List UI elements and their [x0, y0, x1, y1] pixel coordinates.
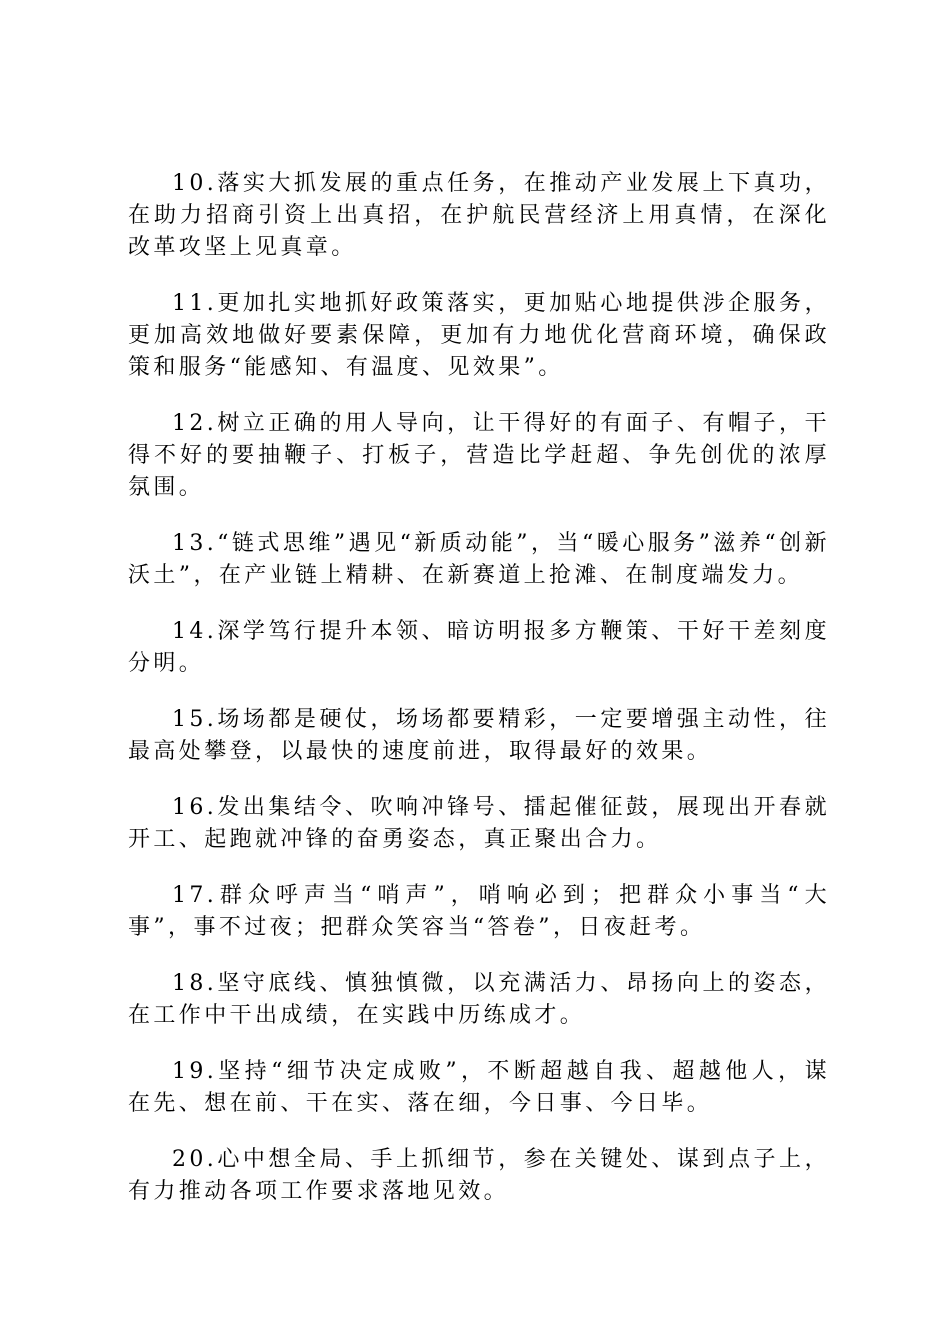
- paragraph-15: 15.场场都是硬仗，场场都要精彩，一定要增强主动性，往最高处攀登，以最快的速度前进，取得最好的效果。: [128, 707, 830, 764]
- paragraph-20: 20.心中想全局、手上抓细节，参在关键处、谋到点子上，有力推动各项工作要求落地见效。: [128, 1147, 830, 1204]
- document-body: [128, 168, 830, 1232]
- paragraph-19: 19.坚持“细节决定成败”，不断超越自我、超越他人，谋在先、想在前、干在实、落在细，今日事、今日毕。: [128, 1059, 830, 1116]
- paragraph-13: 13.“链式思维”遇见“新质动能”，当“暖心服务”滋养“创新沃土”，在产业链上精耕、在新赛道上抢滩、在制度端发力。: [128, 531, 830, 588]
- paragraph-17: 17.群众呼声当“哨声”，哨响必到；把群众小事当“大事”，事不过夜；把群众笑容当“答卷”，日夜赶考。: [128, 883, 830, 940]
- paragraph-14: 14.深学笃行提升本领、暗访明报多方鞭策、干好干差刻度分明。: [128, 619, 830, 676]
- paragraph-16: 16.发出集结令、吹响冲锋号、擂起催征鼓，展现出开春就开工、起跑就冲锋的奋勇姿态，真正聚出合力。: [128, 795, 830, 852]
- paragraph-18: 18.坚守底线、慎独慎微，以充满活力、昂扬向上的姿态，在工作中干出成绩，在实践中历练成才。: [128, 971, 830, 1028]
- paragraph-11: 11.更加扎实地抓好政策落实，更加贴心地提供涉企服务，更加高效地做好要素保障，更加有力地优化营商环境，确保政策和服务“能感知、有温度、见效果”。: [128, 291, 830, 380]
- paragraph-12: 12.树立正确的用人导向，让干得好的有面子、有帽子，干得不好的要抽鞭子、打板子，营造比学赶超、争先创优的浓厚氛围。: [128, 411, 830, 500]
- paragraph-10: 10.落实大抓发展的重点任务，在推动产业发展上下真功，在助力招商引资上出真招，在护航民营经济上用真情，在深化改革攻坚上见真章。: [128, 171, 830, 260]
